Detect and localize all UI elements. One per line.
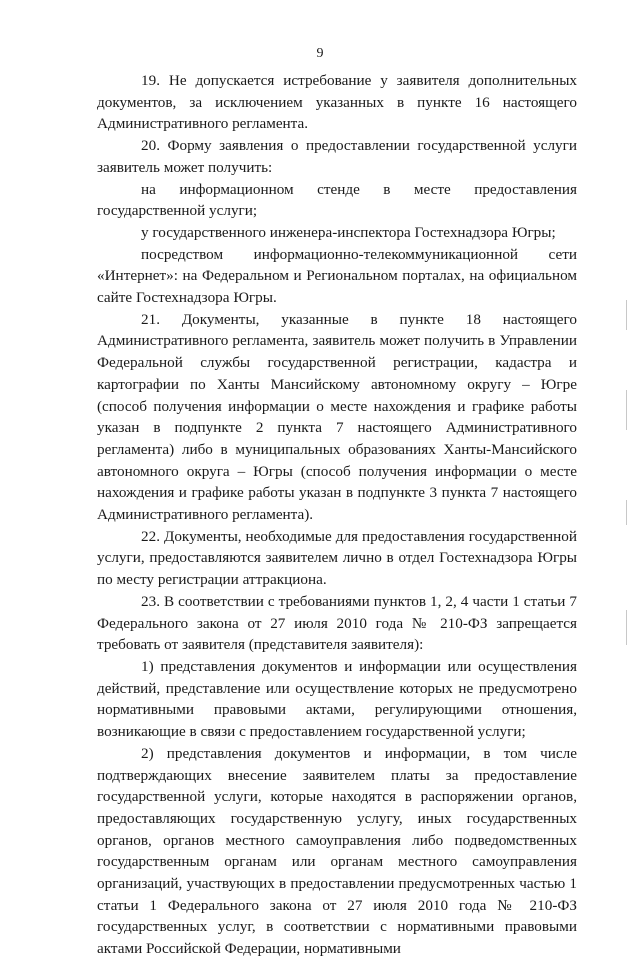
scan-edge-marks bbox=[626, 300, 630, 720]
paragraph-23-item-1: 1) представления документов и информации или осуществления действий, представление или осуществление которых не предусмотрено нормативными правовыми актами, регулирующими отношения, возникающие в связи с предоставлением государственной услуги; bbox=[97, 657, 577, 741]
paragraph-20-item-stand: на информационном стенде в месте предоставления государственной услуги; bbox=[97, 180, 577, 220]
page-number: 9 bbox=[316, 46, 324, 61]
paragraph-20: 20. Форму заявления о предоставлении государственной услуги заявитель может получить: bbox=[97, 137, 577, 176]
paragraph-21: 21. Документы, указанные в пункте 18 настоящего Административного регламента, заявитель может получить в Управлении Федеральной службы государственной регистрации, кадастра и картографии по Ханты Мансийскому автономному округу – Югре (способ получения информации о месте нахождения и графике работы указан в подпункте 2 пункта 7 настоящего Административного регламента) либо в муниципальных образованиях Ханты-Мансийского автономного округа – Югры (способ получения информации о месте нахождения и графике работы указан в подпункте 3 пункта 7 настоящего Административного регламента). bbox=[97, 310, 577, 524]
paragraph-20-item-inspector: у государственного инженера-инспектора Гостехнадзора Югры; bbox=[141, 223, 556, 241]
paragraph-19: 19. Не допускается истребование у заявителя дополнительных документов, за исключением указанных в пункте 16 настоящего Административного регламента. bbox=[97, 72, 577, 133]
paragraph-23: 23. В соответствии с требованиями пунктов 1, 2, 4 части 1 статьи 7 Федерального закона от 27 июля 2010 года № 210-ФЗ запрещается требовать от заявителя (представителя заявителя): bbox=[97, 592, 577, 654]
paragraph-20-item-internet: посредством информационно-телекоммуникационной сети «Интернет»: на Федеральном и Региональном порталах, на официальном сайте Гостехнадзора Югры. bbox=[97, 245, 577, 307]
paragraph-22: 22. Документы, необходимые для предоставления государственной услуги, предоставляются заявителем лично в отдел Гостехнадзора Югры по месту регистрации аттракциона. bbox=[97, 527, 577, 589]
document-body bbox=[97, 70, 577, 960]
paragraph-23-item-2: 2) представления документов и информации, в том числе подтверждающих внесение заявителем платы за предоставление государственной услуги, которые находятся в распоряжении органов, предоставляющих государственную услугу, иных государственных органов, органов местного самоуправления либо подведомственных государственным органам или органам местного самоуправления организаций, участвующих в предоставлении предусмотренных частью 1 статьи 1 Федерального закона от 27 июля 2010 года № 210-ФЗ государственных услуг, в соответствии с нормативными правовыми актами Российской Федерации, нормативными bbox=[97, 744, 577, 958]
